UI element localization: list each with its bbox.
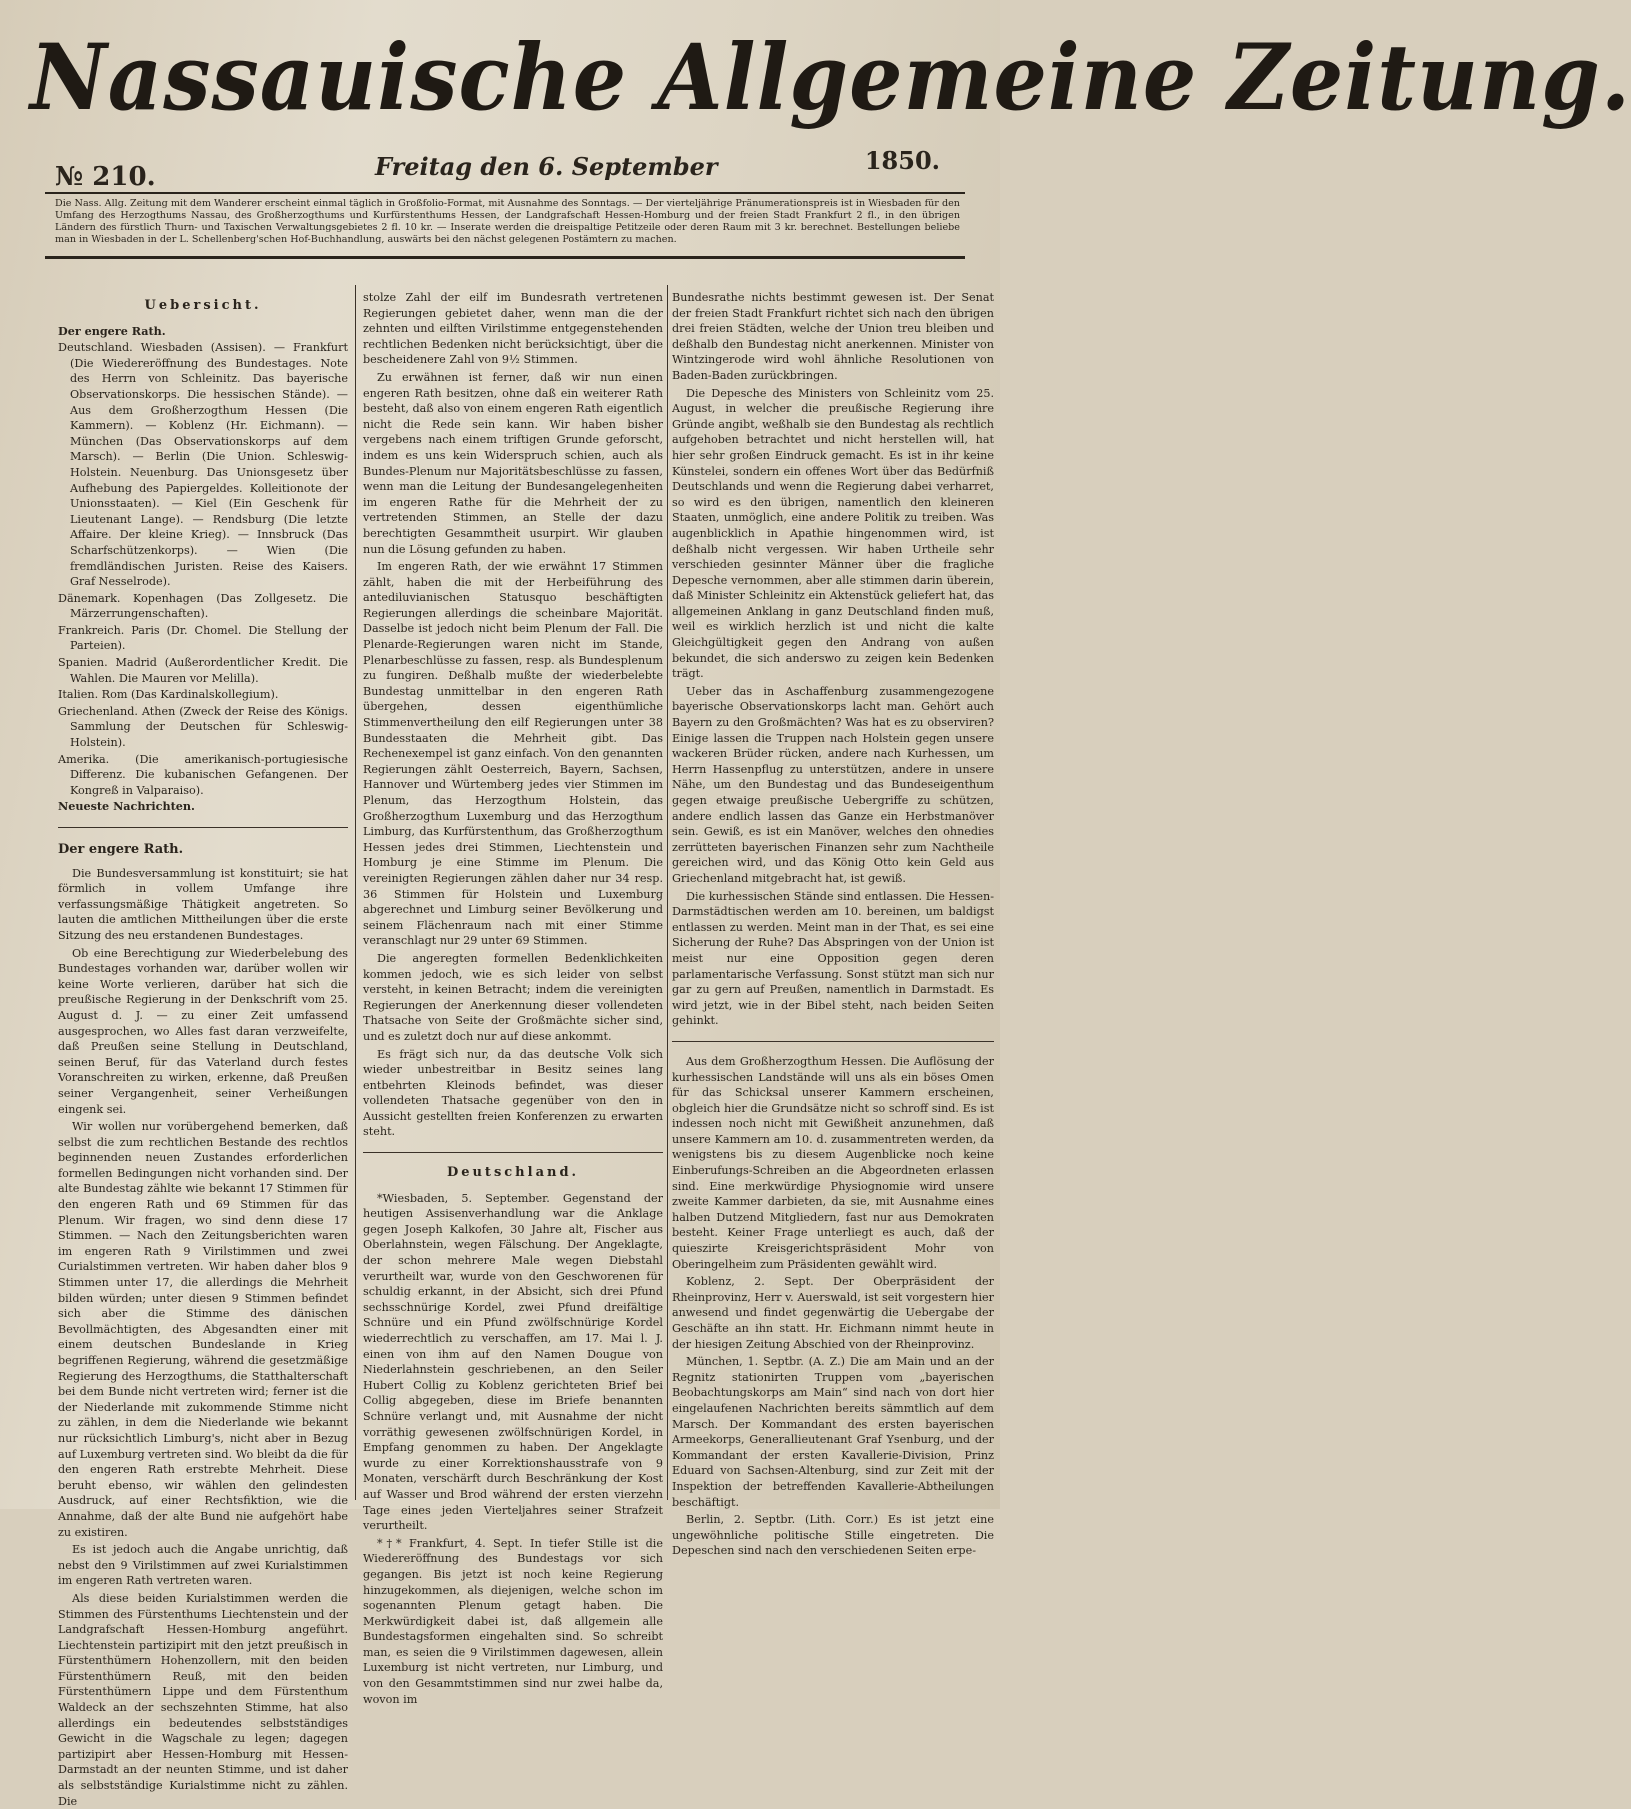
section-separator	[363, 1152, 663, 1153]
paragraph: Wir wollen nur vorübergehend bemerken, daß selbst die zum rechtlichen Bestande des rechtlos beginnenden neuen Zustandes erforderlichen formellen Bedingungen nicht vorhanden sind. Der alte Bundestag zählte wie bekannt 17 Stimmen für den engeren Rath und 69 Stimmen für das Plenum. Wir fragen, wo sind denn diese 17 Stimmen. — Nach den Zeitungsberichten waren im engeren Rath 9 Virilstimmen und zwei Curialstimmen vertreten. Wir haben daher blos 9 Stimmen unter 17, die allerdings die Mehrheit bilden würden; unter diesen 9 Stimmen befindet sich aber die Stimme des dänischen Bevollmächtigten, des Abgesandten einer mit einem deutschen Bundeslande in Krieg begriffenen Regierung, während die gesetzmäßige Regierung des Herzogthums, die Statthalterschaft bei dem Bunde nicht vertreten wird; ferner ist die der Niederlande mit zukommende Stimme nicht zu zählen, in dem die Niederlande wie bekannt nur rücksichtlich Limburg's, nicht aber in Bezug auf Luxemburg vertreten sind. Wo bleibt da die für den engeren Rath erstrebte Mehrheit. Diese beruht ebenso, wir wählen den gelindesten Ausdruck, auf einer Rechtsfiktion, wie die Annahme, daß der alte Bund nie aufgehört habe zu existiren.	[58, 1120, 348, 1539]
header-rule-bottom	[45, 256, 965, 259]
paragraph: Die angeregten formellen Bedenklichkeiten kommen jedoch, wie es sich leider von selbst versteht, in keinen Betracht; indem die vereinigten Regierungen der Anerkennung dieser vollendeten Thatsache von Seite der Großmächte sicher sind, und es zuletzt doch nur auf diese ankommt.	[363, 951, 663, 1043]
paragraph: Ob eine Berechtigung zur Wiederbelebung des Bundestages vorhanden war, darüber wollen wir keine Worte verlieren, darüber hat sich die preußische Regierung in der Denkschrift vom 25. August d. J. — zu einer Zeit umfassend ausgesprochen, wo Alles fast daran verzweifelte, daß Preußen seine Stellung in Deutschland, seinen Beruf, für das Vaterland durch festes Voranschreiten zu wirken, erkenne, daß Preußen seiner Vergangenheit, seiner Verheißungen eingenk sei.	[58, 946, 348, 1116]
issue-year: 1850.	[864, 146, 940, 175]
subscription-notice: Die Nass. Allg. Zeitung mit dem Wanderer erscheint einmal täglich in Großfolio-Format, mit Ausnahme des Sonntags. — Der vierteljährige Pränumerationspreis ist in Wiesbaden für den Umfang des Herzogthums Nassau, des Großherzogthums und Kurfürstenthums Hessen, der Landgrafschaft Hessen-Homburg und der freien Stadt Frankfurt 2 fl., in den übrigen Ländern des fürstlich Thurn- und Taxischen Verwaltungsgebietes 2 fl. 10 kr. — Inserate werden die dreispaltige Petitzeile oder deren Raum mit 3 kr. berechnet. Bestellungen beliebe man in Wiesbaden in der L. Schellenberg'schen Hof-Buchhandlung, auswärts bei den nächst gelegenen Postämtern zu machen.	[55, 198, 960, 245]
paragraph: Im engeren Rath, der wie erwähnt 17 Stimmen zählt, haben die mit der Herbeiführung des antediluvianischen Statusquo beschäftigten Regierungen allerdings die scheinbare Majorität. Dasselbe ist jedoch nicht beim Plenum der Fall. Die Plenarde-Regierungen waren nicht im Stande, Plenarbeschlüsse zu fassen, resp. als Bundesplenum zu fungiren. Deßhalb mußte der wiederbelebte Bundestag unmittelbar in den engeren Rath übergehen, dessen eigenthümliche Stimmenvertheilung den eilf Regierungen unter 38 Bundesstaaten die Mehrheit gibt. Das Rechenexempel ist ganz einfach. Von den genannten Regierungen zählt Oesterreich, Bayern, Sachsen, Hannover und Würtemberg jedes vier Stimmen im Plenum, das Herzogthum Holstein, das Großherzogthum Luxemburg und das Herzogthum Limburg, das Kurfürstenthum, das Großherzogthum Hessen jedes drei Stimmen, Liechtenstein und Homburg je eine Stimme im Plenum. Die vereinigten Regierungen zählen daher nur 34 resp. 36 Stimmen für Holstein und Luxemburg abgerechnet und Limburg seiner Bevölkerung und seinem Flächenraum nach mit einer Stimme veranschlagt nur 29 unter 69 Stimmen.	[363, 560, 663, 948]
table-of-contents	[58, 324, 348, 815]
toc-item: Der engere Rath.	[58, 323, 166, 338]
paragraph: Als diese beiden Kurialstimmen werden die Stimmen des Fürstenthums Liechtenstein und der Landgrafschaft Hessen-Homburg angeführt. Liechtenstein partizipirt mit den jetzt preußisch in Fürstenthümern Hohenzollern, mit den beiden Fürstenthümern Reuß, mit den beiden Fürstenthümern Lippe und dem Fürstenthum Waldeck an der sechszehnten Stimme, hat also allerdings ein bedeutendes selbstständiges Gewicht in die Wagschale zu legen; dagegen partizipirt aber Hessen-Homburg mit Hessen-Darmstadt an der neunten Stimme, und ist daher als selbstständige Kurialstimme nicht zu zählen. Die	[58, 1591, 348, 1808]
paragraph: Es frägt sich nur, da das deutsche Volk sich wieder unbestreitbar in Besitz seines lang entbehrten Kleinods befindet, was dieser vollendeten Thatsache gegenüber von den in Aussicht gestellten freien Konferenzen zu erwarten steht.	[363, 1047, 663, 1139]
column-divider-1	[355, 285, 356, 1500]
column-1	[58, 290, 348, 1808]
paragraph: Die Depesche des Ministers von Schleinitz vom 25. August, in welcher die preußische Regierung ihre Gründe angibt, weßhalb sie den Bundestag als rechtlich aufgehoben betrachtet und nicht herstellen will, hat hier sehr großen Eindruck gemacht. Es ist in ihr keine Künstelei, sondern ein offenes Wort über das Bedürfniß Deutschlands und wenn die Regierung dabei verharret, so wird es den übrigen, namentlich den kleineren Staaten, unmöglich, eine andere Politik zu treiben. Was augenblicklich in Apathie hingenommen wird, ist deßhalb nicht vergessen. Wir haben Urtheile sehr verschieden gesinnter Männer über die fragliche Depesche vernommen, aber alle stimmen darin überein, daß Minister Schleinitz ein Aktenstück geliefert hat, das allgemeinen Anklang in ganz Deutschland finden muß, weil es wirklich herzlich ist und nicht die kalte Gleichgültigkeit gegen den Andrang von außen bekundet, die sich anderswo zu zeigen kein Bedenken trägt.	[672, 386, 994, 681]
section-title: Der engere Rath.	[58, 842, 184, 857]
paragraph: Aus dem Großherzogthum Hessen. Die Auflösung der kurhessischen Landstände will uns als ein böses Omen für das Schicksal unserer Kammern erscheinen, obgleich hier die Grundsätze nicht so schroff sind. Es ist indessen noch nicht mit Gewißheit anzunehmen, daß unsere Kammern am 10. d. zusammentreten werden, da wenigstens bis zu diesem Augenblicke noch keine Einberufungs-Schreiben an die Abgeordneten erlassen sind. Eine merkwürdige Physiognomie wird unsere zweite Kammer darbieten, da sie, mit Ausnahme eines halben Dutzend Mitgliedern, fast nur aus Demokraten besteht. Keiner Frage unterliegt es auch, daß der quieszirte Kreisgerichtspräsident Mohr von Oberingelheim zum Präsidenten gewählt wird.	[672, 1054, 994, 1271]
toc-item: Italien. Rom (Das Kardinalskollegium).	[58, 688, 279, 702]
section-separator	[58, 827, 348, 828]
column-3	[672, 290, 994, 1558]
toc-item: Spanien. Madrid (Außerordentlicher Kredit. Die Wahlen. Die Mauren vor Melilla).	[58, 656, 348, 685]
header-rule-top	[45, 192, 965, 194]
paragraph: stolze Zahl der eilf im Bundesrath vertretenen Regierungen gebietet daher, wenn man die der zehnten und eilften Virilstimme entgegenstehenden rechtlichen Bedenken nicht berücksichtigt, über die bescheidenere Zahl von 9½ Stimmen.	[363, 291, 663, 367]
paragraph: Berlin, 2. Septbr. (Lith. Corr.) Es ist jetzt eine ungewöhnliche politische Stille eingetreten. Die Depeschen sind nach den verschiedenen Seiten erpe-	[672, 1513, 994, 1558]
paragraph: München, 1. Septbr. (A. Z.) Die am Main und an der Regnitz stationirten Truppen vom „bayerischen Beobachtungskorps am Main“ sind nach von dort hier eingelaufenen Nachrichten bereits sämmtlich auf dem Marsch. Der Kommandant des ersten bayerischen Armeekorps, Generallieutenant Graf Ysenburg, und der Kommandant der ersten Kavallerie-Division, Prinz Eduard von Sachsen-Altenburg, sind zur Zeit mit der Inspektion der betreffenden Kavallerie-Abtheilungen beschäftigt.	[672, 1355, 994, 1509]
toc-item: Amerika. (Die amerikanisch-portugiesische Differenz. Die kubanischen Gefangenen. Der Kongreß in Valparaiso).	[58, 752, 348, 797]
issue-number: № 210.	[55, 162, 156, 192]
toc-item: Deutschland. Wiesbaden (Assisen). — Frankfurt (Die Wiedereröffnung des Bundestages. Note des Herrn von Schleinitz. Das bayerische Observationskorps. Die hessischen Stände). — Aus dem Großherzogthum Hessen (Die Kammern). — Koblenz (Hr. Eichmann). — München (Das Observationskorps auf dem Marsch). — Berlin (Die Union. Schleswig-Holstein. Neuenburg. Das Unionsgesetz über Aufhebung des Papiergeldes. Kolleitionote der Unionsstaaten). — Kiel (Ein Geschenk für Lieutenant Lange). — Rendsburg (Die letzte Affaire. Der kleine Krieg). — Innsbruck (Das Scharfschützenkorps). — Wien (Die fremdländischen Juristen. Reise des Kaisers. Graf Nesselrode).	[58, 341, 348, 589]
paragraph: Zu erwähnen ist ferner, daß wir nun einen engeren Rath besitzen, ohne daß ein weiterer Rath besteht, daß also von einem engeren Rath eigentlich nicht die Rede sein kann. Wir haben bisher vergebens nach einem triftigen Grunde geforscht, indem es uns kein Widerspruch schien, auch als Bundes-Plenum nur Majoritätsbeschlüsse zu fassen, wenn man die Leitung der Bundesangelegenheiten im engeren Rathe für die Mehrheit der zu vertretenden Stimmen, an Stelle der dazu berechtigten Gesammtheit usurpirt. Wir glauben nun die Lösung gefunden zu haben.	[363, 370, 663, 556]
dateline	[55, 146, 960, 192]
paragraph: Die Bundesversammlung ist konstituirt; sie hat förmlich in vollem Umfange ihre verfassungsmäßige Thätigkeit angetreten. So lauten die amtlichen Mittheilungen über die erste Sitzung des neu erstandenen Bundestages.	[58, 866, 348, 942]
column-divider-2	[667, 285, 668, 1500]
toc-item: Dänemark. Kopenhagen (Das Zollgesetz. Die Märzerrungenschaften).	[58, 591, 348, 621]
paragraph: Es ist jedoch auch die Angabe unrichtig, daß nebst den 9 Virilstimmen auf zwei Kurialstimmen im engeren Rath vertreten waren.	[58, 1543, 348, 1588]
toc-heading: Uebersicht.	[144, 298, 262, 313]
paragraph: Ueber das in Aschaffenburg zusammengezogene bayerische Observationskorps lacht man. Gehört auch Bayern zu den Großmächten? Was hat es zu observiren? Einige lassen die Truppen nach Holstein gegen unsere wackeren Brüder rücken, andere nach Kurhessen, um Herrn Hassenpflug zu unterstützen, andere in unsere Nähe, um den Bundestag und das Bundeseigenthum gegen etwaige preußische Uebergriffe zu schützen, andere endlich lassen das Ganze ein Herbstmanöver sein. Gewiß, es ist ein Manöver, welches den ohnedies zerrütteten bayerischen Finanzen sehr zum Nachtheile gereichen wird, und das König Otto kein Geld aus Griechenland mitgebracht hat, ist gewiß.	[672, 684, 994, 885]
issue-date: Freitag den 6. September	[375, 152, 718, 181]
masthead: Nassauische Allgemeine Zeitung.	[30, 23, 1631, 131]
paragraph: Die kurhessischen Stände sind entlassen. Die Hessen-Darmstädtischen werden am 10. bereinen, um baldigst entlassen zu werden. Meint man in der That, es sei eine Sicherung der Ruhe? Das Abspringen von der Union ist meist nur eine Opposition gegen deren parlamentarische Verfassung. Sonst stützt man sich nur gar zu gern auf Preußen, namentlich in Darmstadt. Es wird jetzt, wie in der Bibel steht, nach beiden Seiten gehinkt.	[672, 889, 994, 1028]
section-title: Deutschland.	[446, 1165, 580, 1181]
toc-item: Griechenland. Athen (Zweck der Reise des Königs. Sammlung der Deutschen für Schleswig-Holstein).	[58, 704, 348, 750]
column-2	[363, 290, 663, 1706]
paragraph: Koblenz, 2. Sept. Der Oberpräsident der Rheinprovinz, Herr v. Auerswald, ist seit vorgestern hier anwesend und findet gegenwärtig die Uebergabe der Geschäfte an ihn statt. Hr. Eichmann nimmt heute in der hiesigen Zeitung Abschied von der Rheinprovinz.	[672, 1275, 994, 1351]
paragraph: *†* Frankfurt, 4. Sept. In tiefer Stille ist die Wiedereröffnung des Bundestags vor sich gegangen. Bis jetzt ist noch keine Regierung hinzugekommen, als diejenigen, welche schon im sogenannten Plenum getagt haben. Die Merkwürdigkeit dabei ist, daß allgemein alle Bundestagsformen eingehalten sind. So schreibt man, es seien die 9 Virilstimmen dagewesen, allein Luxemburg ist nicht vertreten, nur Limburg, und von den Gesammtstimmen sind nur zwei halbe da, wovon im	[363, 1536, 663, 1706]
paragraph: Bundesrathe nichts bestimmt gewesen ist. Der Senat der freien Stadt Frankfurt richtet sich nach den übrigen drei freien Städten, welche der Union treu bleiben und deßhalb den Bundestag nicht anerkennen. Minister von Wintzingerode wird wohl ähnliche Resolutionen von Baden-Baden zurückbringen.	[672, 291, 994, 382]
section-separator	[672, 1041, 994, 1042]
paragraph: *Wiesbaden, 5. September. Gegenstand der heutigen Assisenverhandlung war die Anklage gegen Joseph Kalkofen, 30 Jahre alt, Fischer aus Oberlahnstein, wegen Fälschung. Der Angeklagte, der schon mehrere Male wegen Diebstahl verurtheilt war, wurde von den Geschworenen für schuldig erkannt, in der Absicht, sich drei Pfund sechsschnürige Kordel, zwei Pfund dreifältige Schnüre und ein Pfund zwölfschnürige Kordel wiederrechtlich zu verschaffen, am 17. Mai l. J. einen von ihm auf den Namen Dougue von Niederlahnstein geschriebenen, an den Seiler Hubert Collig zu Koblenz gerichteten Brief bei Collig abgegeben, diese im Briefe benannten Schnüre verlangt und, mit Ausnahme der nicht vorräthig gewesenen zwölfschnürigen Kordel, in Empfang genommen zu haben. Der Angeklagte wurde zu einer Korrektionshausstrafe von 9 Monaten, verschärft durch Beschränkung der Kost auf Wasser und Brod während der ersten vierzehn Tage eines jeden Vierteljahres seiner Strafzeit verurtheilt.	[363, 1191, 663, 1533]
toc-item: Neueste Nachrichten.	[58, 799, 195, 814]
toc-item: Frankreich. Paris (Dr. Chomel. Die Stellung der Parteien).	[58, 623, 348, 653]
